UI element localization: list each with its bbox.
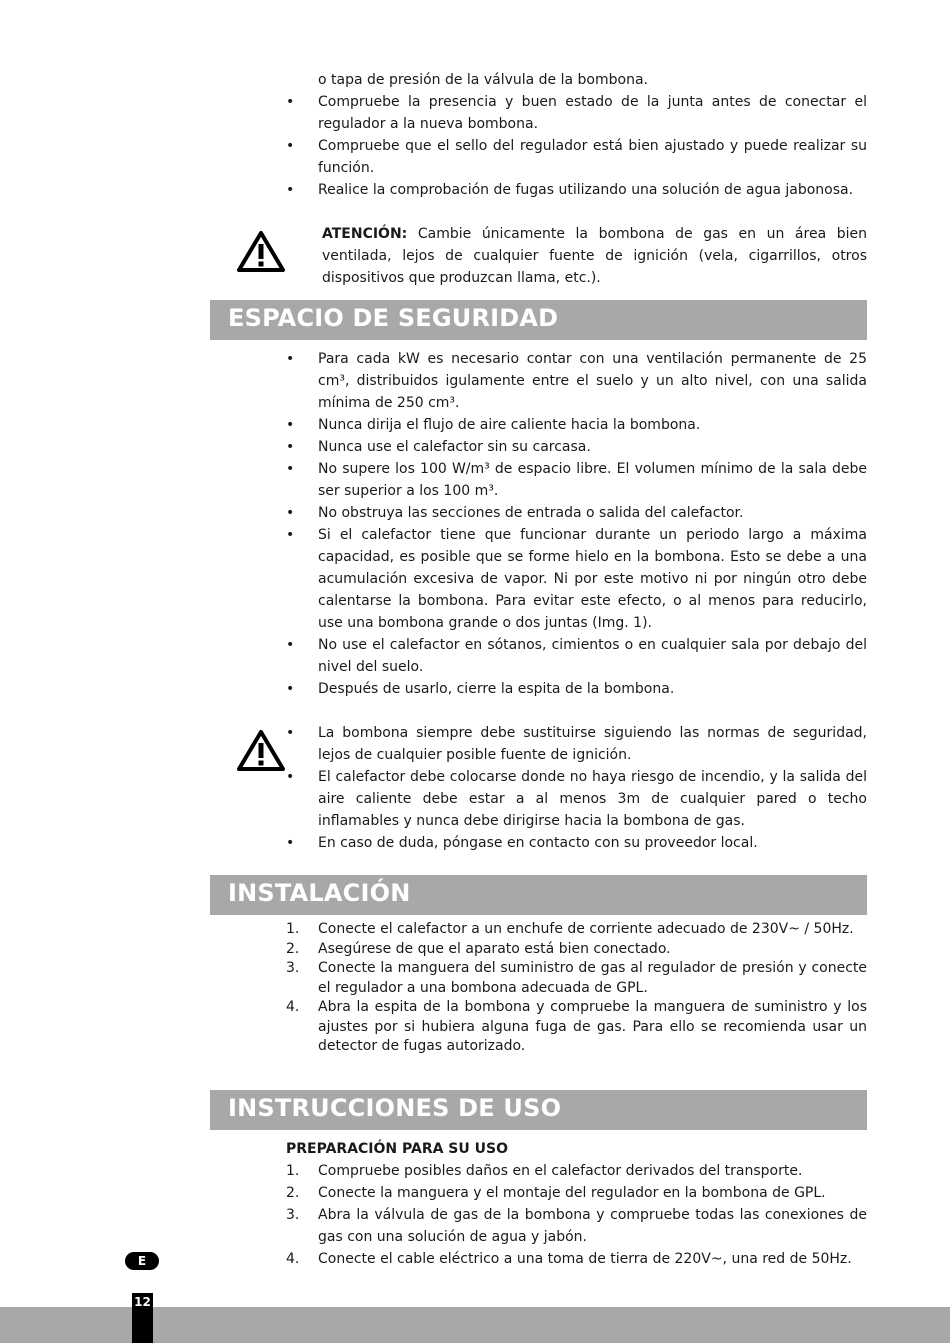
list-item-text: En caso de duda, póngase en contacto con su proveedor local.	[318, 835, 758, 851]
list-continuation: o tapa de presión de la válvula de la bombona.	[318, 72, 648, 88]
list-item	[286, 722, 867, 766]
usage-subtitle: PREPARACIÓN PARA SU USO	[286, 1141, 508, 1157]
safety-warning-list	[286, 722, 867, 854]
warning-triangle-icon	[236, 728, 286, 772]
list-item-text: Conecte la manguera del suministro de gas al regulador de presión y conecte el regulador a una bombona adecuada de GPL.	[318, 960, 867, 996]
section-header-installation	[210, 875, 867, 915]
list-item	[286, 920, 867, 940]
list-item-text: Realice la comprobación de fugas utilizando una solución de agua jabonosa.	[318, 182, 854, 198]
list-item	[286, 348, 867, 414]
list-item-text: Abra la espita de la bombona y compruebe la manguera de suministro y los ajustes por si hubiera alguna fuga de gas. Para ello se recomienda usar un detector de fugas autorizado.	[318, 999, 867, 1054]
bullet: •	[286, 417, 295, 433]
list-item	[286, 436, 867, 458]
list-item	[286, 832, 867, 854]
list-item-text: Abra la válvula de gas de la bombona y compruebe todas las conexiones de gas con una solución de agua y jabón.	[318, 1207, 867, 1245]
bullet: •	[286, 725, 295, 741]
list-item-text: Conecte el cable eléctrico a una toma de tierra de 220V~, una red de 50Hz.	[318, 1251, 852, 1267]
list-number: 1.	[286, 921, 300, 937]
attention-label: ATENCIÓN:	[322, 226, 408, 242]
list-item	[286, 940, 867, 960]
list-item-text: Conecte la manguera y el montaje del regulador en la bombona de GPL.	[318, 1185, 826, 1201]
list-item-text: Nunca use el calefactor sin su carcasa.	[318, 439, 591, 455]
list-item	[286, 634, 867, 678]
bullet: •	[286, 182, 295, 198]
list-item	[286, 959, 867, 998]
section-header-safety	[210, 300, 867, 340]
list-item-text: Nunca dirija el flujo de aire caliente hacia la bombona.	[318, 417, 701, 433]
list-item-text: Compruebe que el sello del regulador está bien ajustado y puede realizar su función.	[318, 138, 867, 176]
list-item-text: La bombona siempre debe sustituirse siguiendo las normas de seguridad, lejos de cualquier posible fuente de ignición.	[318, 725, 867, 763]
warning-triangle-icon	[236, 229, 286, 273]
bullet: •	[286, 769, 295, 785]
section-header-usage	[210, 1090, 867, 1130]
list-item-text: Después de usarlo, cierre la espita de la bombona.	[318, 681, 675, 697]
language-badge: E	[125, 1252, 159, 1270]
list-item	[286, 524, 867, 634]
list-item	[286, 91, 867, 135]
bullet: •	[286, 138, 295, 154]
list-item-text: No obstruya las secciones de entrada o salida del calefactor.	[318, 505, 744, 521]
list-number: 3.	[286, 1207, 300, 1223]
list-item	[286, 1182, 867, 1204]
bullet: •	[286, 461, 295, 477]
list-item-text: Compruebe posibles daños en el calefactor derivados del transporte.	[318, 1163, 803, 1179]
bullet: •	[286, 681, 295, 697]
installation-list	[286, 920, 867, 1057]
bullet: •	[286, 439, 295, 455]
list-item	[286, 1248, 867, 1270]
list-number: 4.	[286, 999, 300, 1015]
bullet: •	[286, 94, 295, 110]
list-number: 2.	[286, 940, 300, 957]
bullet: •	[286, 835, 295, 851]
list-item	[286, 414, 867, 436]
list-number: 2.	[286, 1185, 300, 1201]
list-item	[286, 458, 867, 502]
list-item-text: Conecte el calefactor a un enchufe de corriente adecuado de 230V~ / 50Hz.	[318, 921, 854, 937]
section-title: INSTRUCCIONES DE USO	[228, 1094, 562, 1122]
list-item	[286, 1160, 867, 1182]
list-item-text: Para cada kW es necesario contar con una ventilación permanente de 25 cm³, distribuidos igulamente entre el suelo y un alto nivel, con una salida mínima de 250 cm³.	[318, 351, 867, 411]
list-item-text: No supere los 100 W/m³ de espacio libre. El volumen mínimo de la sala debe ser superior a los 100 m³.	[318, 461, 867, 499]
list-item-text: Si el calefactor tiene que funcionar durante un periodo largo a máxima capacidad, es posible que se forme hielo en la bombona. Esto se debe a una acumulación excesiva de vapor. Ni por este motivo ni por ningún otro debe calentarse la bombona. Para evitar este efecto, o al menos para reducirlo, use una bombona grande o dos juntas (Img. 1).	[318, 527, 867, 631]
list-item-text: Compruebe la presencia y buen estado de la junta antes de conectar el regulador a la nueva bombona.	[318, 94, 867, 132]
list-item-text: Asegúrese de que el aparato está bien conectado.	[318, 940, 671, 957]
usage-section	[286, 1138, 867, 1270]
list-number: 4.	[286, 1251, 300, 1267]
list-item-text: No use el calefactor en sótanos, cimientos o en cualquier sala por debajo del nivel del suelo.	[318, 637, 867, 675]
attention-notice	[322, 223, 867, 289]
section-title: INSTALACIÓN	[228, 879, 411, 907]
list-item	[286, 766, 867, 832]
list-number: 1.	[286, 1163, 300, 1179]
list-item	[286, 678, 867, 700]
list-item	[286, 502, 867, 524]
top-list	[286, 69, 867, 201]
section-title: ESPACIO DE SEGURIDAD	[228, 304, 559, 332]
bullet: •	[286, 527, 295, 543]
list-item-text: El calefactor debe colocarse donde no haya riesgo de incendio, y la salida del aire caliente debe estar a al menos 3m de cualquier pared o techo inflamables y nunca debe dirigirse hacia la bombona de gas.	[318, 769, 867, 829]
attention-text: Cambie únicamente la bombona de gas en un área bien ventilada, lejos de cualquier fuente de ignición (vela, cigarrillos, otros dispositivos que produzcan llama, etc.).	[322, 226, 867, 286]
list-number: 3.	[286, 960, 300, 976]
bullet: •	[286, 637, 295, 653]
list-item	[286, 135, 867, 179]
list-item	[286, 1204, 867, 1248]
bullet: •	[286, 351, 295, 367]
page-number: 12	[132, 1293, 153, 1343]
list-item	[286, 179, 867, 201]
safety-list	[286, 348, 867, 700]
list-item	[286, 998, 867, 1057]
bullet: •	[286, 505, 295, 521]
